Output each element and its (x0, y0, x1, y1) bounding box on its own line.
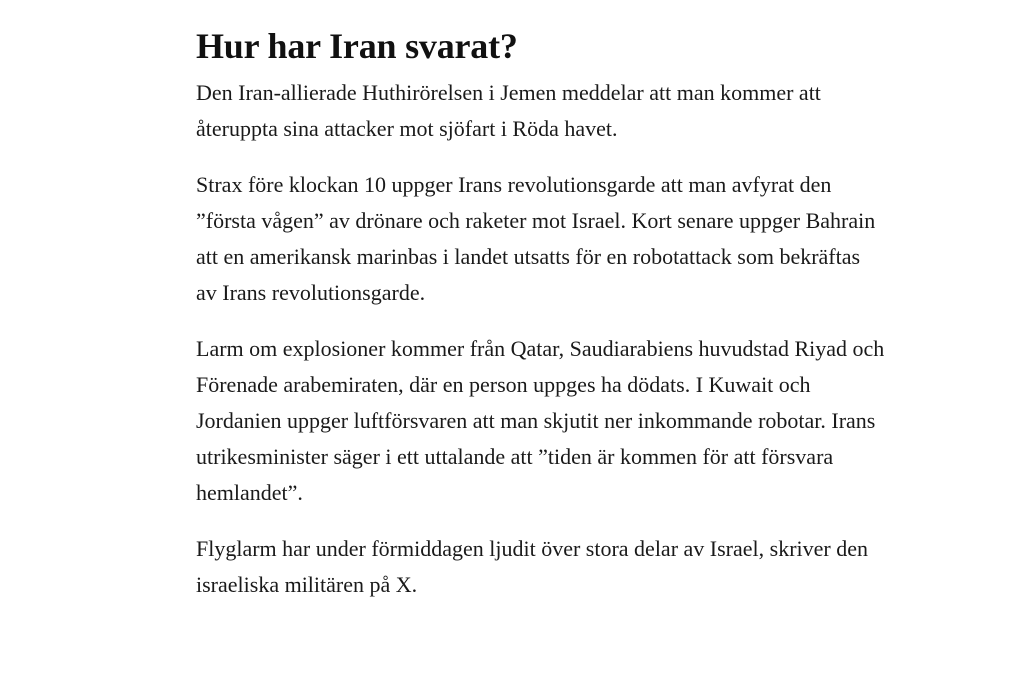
article-paragraph-air-raid-sirens: Flyglarm har under förmiddagen ljudit över stora delar av Israel, skriver den israeliska militären på X. (196, 536, 868, 597)
article-section (196, 22, 886, 603)
article-paragraph-houthi: Den Iran-allierade Huthirörelsen i Jemen meddelar att man kommer att återuppta sina attacker mot sjöfart i Röda havet. (196, 80, 821, 141)
section-heading: Hur har Iran svarat? (196, 26, 518, 66)
article-paragraph-revolutionary-guard: Strax före klockan 10 uppger Irans revolutionsgarde att man avfyrat den ”första vågen” av drönare och raketer mot Israel. Kort senare uppger Bahrain att en amerikansk marinbas i landet utsatts för en robotattack som bekräftas av Irans revolutionsgarde. (196, 172, 876, 305)
article-paragraph-explosions: Larm om explosioner kommer från Qatar, Saudiarabiens huvudstad Riyad och Förenade arabemiraten, där en person uppges ha dödats. I Kuwait och Jordanien uppger luftförsvaren att man skjutit ner inkommande robotar. Irans utrikesminister säger i ett uttalande att ”tiden är kommen för att försvara hemlandet”. (196, 336, 885, 505)
